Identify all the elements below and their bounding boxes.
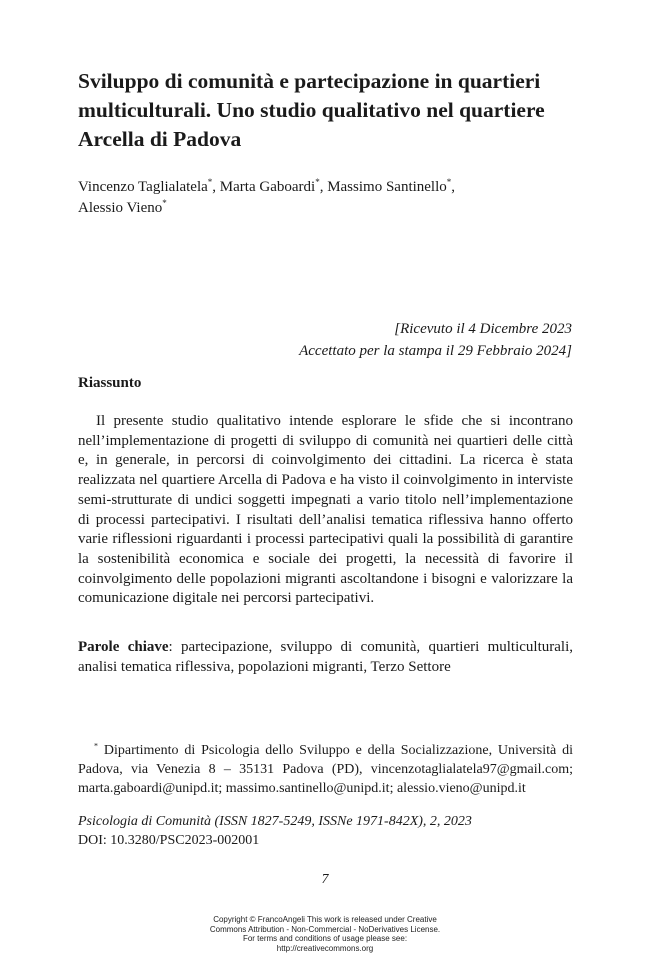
copyright-line: For terms and conditions of usage please see: xyxy=(242,934,408,943)
copyright-notice xyxy=(0,915,650,953)
author-separator: , xyxy=(319,179,328,195)
doi: DOI: 10.3280/PSC2023-002001 xyxy=(78,833,260,848)
keywords-label: Parole chiave xyxy=(78,639,169,655)
author-name: Vincenzo Taglialatela xyxy=(78,179,208,195)
affiliation-mark: * xyxy=(446,177,452,187)
abstract-heading: Riassunto xyxy=(78,375,142,391)
keywords-text: : partecipazione, sviluppo di comunità, quartieri multiculturali, analisi tematica riflessiva, popolazioni migranti, Terzo Settore xyxy=(78,639,573,675)
abstract-text: Il presente studio qualitativo intende esplorare le sfide che si incontrano nell’implementazione di progetti di sviluppo di comunità nei quartieri delle città e, in generale, in percorsi di coinvolgimento dei cittadini. La ricerca è stata realizzata nel quartiere Arcella di Padova e ha visto il coinvolgimento in interviste semi-strutturate di undici soggetti impegnati a vario titolo nell’implementazione di processi partecipativi. I risultati dell’analisi tematica riflessiva hanno offerto varie riflessioni riguardanti i processi partecipativi quali la possibilità di garantire la sostenibilità economica e sociale dei progetti, la necessità di favorire il coinvolgimento delle popolazioni migranti ascoltandone i bisogni e valorizzare la comunicazione digitale nei percorsi partecipativi. xyxy=(78,413,573,607)
author-name: Marta Gaboardi xyxy=(219,179,316,195)
author-name: Massimo Santinello xyxy=(327,179,447,195)
author-separator: , xyxy=(451,179,456,195)
author-separator: , xyxy=(212,179,220,195)
page-number: 7 xyxy=(321,872,329,887)
journal-info xyxy=(78,812,573,850)
author-name: Alessio Vieno xyxy=(78,200,163,216)
affiliation-mark: * xyxy=(207,177,213,187)
accepted-date: Accettato per la stampa il 29 Febbraio 2024] xyxy=(299,343,572,359)
copyright-line: Copyright © FrancoAngeli This work is released under Creative xyxy=(213,915,437,924)
affiliation-mark: * xyxy=(315,177,320,187)
received-dates xyxy=(299,318,572,362)
affiliation-mark: * xyxy=(162,198,167,208)
keywords xyxy=(78,637,573,677)
received-date: [Ricevuto il 4 Dicembre 2023 xyxy=(394,321,572,337)
copyright-link: http://creativecommons.org xyxy=(276,943,374,953)
footnote-mark: * xyxy=(94,741,98,751)
journal-citation: Psicologia di Comunità (ISSN 1827-5249, ISSNe 1971-842X), 2, 2023 xyxy=(78,814,472,829)
copyright-line: Commons Attribution - Non-Commercial - NoDerivatives License. xyxy=(209,924,441,934)
affiliation-footnote xyxy=(78,741,573,798)
article-title: Sviluppo di comunità e partecipazione in quartieri multiculturali. Uno studio qualitativo nel quartiere Arcella di Padova xyxy=(78,69,545,151)
author-list xyxy=(78,177,578,219)
footnote-text: Dipartimento di Psicologia dello Sviluppo e della Socializzazione, Università di Padova, via Venezia 8 – 35131 Padova (PD), vincenzotaglialatela97@gmail.com; marta.gaboardi@unipd.it; massimo.santinello@unipd.it; alessio.vieno@unipd.it xyxy=(78,743,573,796)
